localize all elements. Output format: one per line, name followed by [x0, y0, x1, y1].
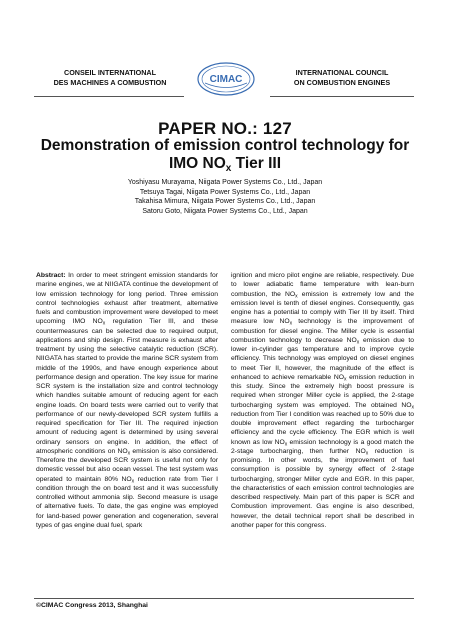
paper-title: [20, 137, 430, 178]
abstract-column-right: ignition and micro pilot engine are reliable, respectively. Due to lower adiabatic flame temperature with lean-burn combustion, the $NO_x$ emission is extremely low and the emission level is tenth of diesel engines. Consequently, gas engine has a potential to comply with Tier III by itself. Third measure low $NO_x$ technology is the improvement of combustion for diesel engine. The Miller cycle is essential combustion technology to decrease $NO_x$ emission due to lower in-cylinder gas temperature and to improve cycle efficiency. This technology was employed on diesel engines to meet Tier II, however, the magnitude of the effect is enhanced to achieve remarkable $NO_x$ emission reduction in this study. Since the extremely high boost pressure is required when stronger Miller cycle is applied, the 2-stage turbocharging system was employed. The obtained $NO_x$ reduction from Tier I condition was reached up to 50% due to double improvement effect regarding the turbocharger efficiency and the cycle efficiency. The EGR which is well known as low $NO_x$ emission technology is a good match the 2-stage turbocharging, then further $NO_x$ reduction is promising. In other words, the improvement of fuel consumption is possible by synergy effect of 2-stage turbocharging, stronger Miller cycle and EGR. In this paper, the characteristics of each emission control technologies are described respectively. Main part of this paper is SCR and Combustion improvement. Gas engine is also described, however, the detail technical report shall be described in another paper for this congress.: [231, 272, 414, 529]
author-line: Takahisa Mimura, Niigata Power Systems Co., Ltd., Japan: [134, 198, 316, 206]
header-left-line2: DES MACHINES A COMBUSTION: [53, 78, 167, 87]
header-rule-right: [270, 96, 414, 97]
logo-text: CIMAC: [209, 74, 243, 85]
footer-copyright: ©CIMAC Congress 2013, Shanghai: [36, 602, 148, 609]
abstract-label: Abstract:: [36, 272, 66, 279]
cimac-logo: [196, 62, 256, 96]
author-line: Satoru Goto, Niigata Power Systems Co., Ltd., Japan: [142, 207, 308, 215]
title-line-2: IMO $NO_x$ Tier III: [168, 155, 282, 174]
header-left-line1: CONSEIL INTERNATIONAL: [64, 68, 156, 77]
paper-number: PAPER NO.: 127: [158, 119, 292, 138]
title-line-1: Demonstration of emission control technology for: [40, 137, 410, 154]
header-right-line2: ON COMBUSTION ENGINES: [293, 78, 391, 87]
author-line: Yoshiyasu Murayama, Niigata Power Systems Co., Ltd., Japan: [127, 179, 323, 186]
author-line: Tetsuya Tagai, Niigata Power Systems Co., Ltd., Japan: [139, 188, 311, 196]
abstract-column-left: Abstract: In order to meet stringent emission standards for marine engines, we at NIIGATA continue the development of low emission technology for long period. Three emission control technologies exhaust after treatment, alternative fuels and combustion improvement were developed to meet upcoming IMO $NO_x$ regulation Tier III, and these countermeasures can be selected due to required output, applications and ship design. First measure is exhaust after treatment by using the selective catalytic reduction (SCR). NIIGATA has started to provide the marine SCR system from middle of the 1990s, and have enough experience about performance design and operation. The key issue for marine SCR system is the installation size and control technology which handles suitable amount of reducing agent for each engine loads. On board tests were carried out to verify that performance of our newly-developed SCR system fulfills a required specification for Tier III. The required injection amount of reducing agent is determined by using several ordinary sensors on engine. In addition, the effect of atmospheric conditions on $NO_x$ emission is also considered. Therefore the developed SCR system is useful not only for domestic vessel but also ocean vessel. The test system was operated to maintain 80% $NO_x$ reduction rate from Tier I condition through the on board test and it was successfully controlled without ammonia slip. Second measure is usage of alternative fuels. To date, the gas engine was employed for land-based power generation and cogeneration, several types of gas engine dual fuel, spark: [36, 272, 219, 529]
footer-rule: [34, 598, 414, 599]
author-list: [60, 178, 390, 216]
header-left-organization: [40, 68, 180, 88]
header-right-line1: INTERNATIONAL COUNCIL: [295, 68, 389, 77]
header-rule-left: [34, 96, 184, 97]
header-right-organization: [272, 68, 412, 88]
